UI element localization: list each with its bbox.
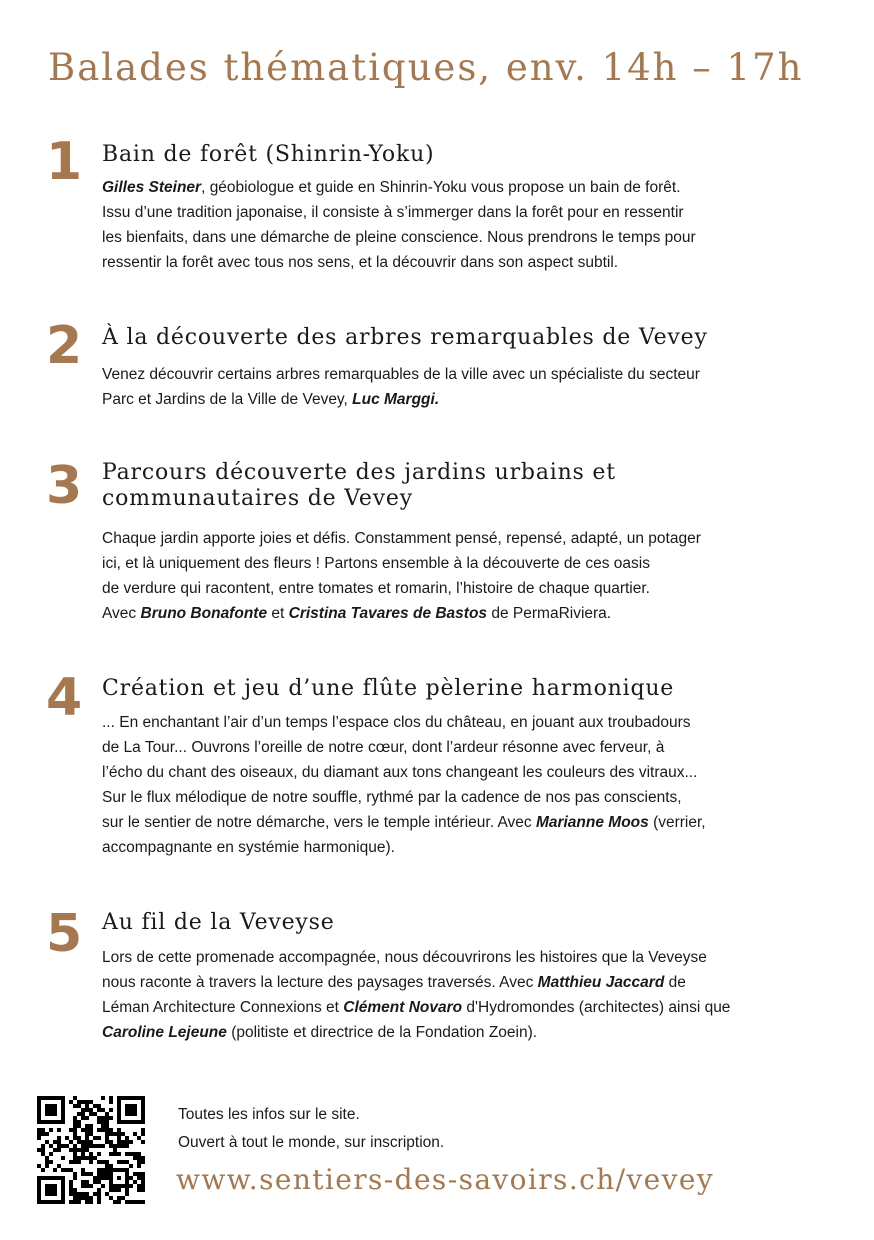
person-name: Clément Novaro [343,999,463,1016]
item-description [102,175,832,275]
person-name: Caroline Lejeune [102,1024,227,1041]
description-line: l’écho du chant des oiseaux, du diamant aux tons changeant les couleurs des vitraux... [102,764,698,781]
item-heading [102,460,616,512]
description-line: de verdure qui racontent, entre tomates et romarin, l’histoire de chaque quartier. [102,580,650,597]
item-number: 1 [46,132,83,192]
item-heading-line: Création et jeu d’une flûte pèlerine harmonique [102,676,675,701]
item-description [102,945,832,1045]
person-name: Luc Marggi. [352,391,440,408]
item-number: 3 [46,456,83,516]
person-name: Matthieu Jaccard [537,974,665,991]
item-heading-line: Bain de forêt (Shinrin-Yoku) [102,142,435,167]
qr-code-icon[interactable] [37,1096,145,1204]
item-description [102,526,832,626]
item-number: 2 [46,316,83,376]
item-heading [102,676,674,702]
person-name: Cristina Tavares de Bastos [288,605,488,622]
item-description [102,362,832,412]
page-title: Balades thématiques, env. 14h – 17h [48,46,804,89]
description-line: Chaque jardin apporte joies et défis. Constamment pensé, repensé, adapté, un potager [102,530,701,547]
item-heading-line: À la découverte des arbres remarquables de Vevey [102,325,708,350]
description-line: Sur le flux mélodique de notre souffle, rythmé par la cadence de nos pas conscients, [102,789,682,806]
website-link[interactable]: www.sentiers-des-savoirs.ch/vevey [176,1163,715,1196]
description-line: nous raconte à travers la lecture des paysages traversés. Avec Matthieu Jaccard de [102,974,686,991]
person-name: Marianne Moos [535,814,649,831]
description-line: sur le sentier de notre démarche, vers le temple intérieur. Avec Marianne Moos (verrier, [102,814,706,831]
item-heading-line: Parcours découverte des jardins urbains et [102,460,616,485]
item-description [102,710,832,860]
footer-info-line: Toutes les infos sur le site. [178,1106,360,1123]
description-line: Lors de cette promenade accompagnée, nous découvrirons les histoires que la Veveyse [102,949,707,966]
description-line: Parc et Jardins de la Ville de Vevey, Luc Marggi. [102,391,440,408]
description-line: Caroline Lejeune (politiste et directrice de la Fondation Zoein). [102,1024,538,1041]
item-heading-line: Au fil de la Veveyse [102,910,335,935]
footer-info-line: Ouvert à tout le monde, sur inscription. [178,1134,445,1151]
description-line: les bienfaits, dans une démarche de pleine conscience. Nous prendrons le temps pour [102,229,696,246]
description-line: Léman Architecture Connexions et Clément Novaro d'Hydromondes (architectes) ainsi que [102,999,731,1016]
description-line: accompagnante en systémie harmonique). [102,839,395,856]
item-heading [102,142,434,168]
item-heading [102,325,708,351]
description-line: ... En enchantant l’air d’un temps l’espace clos du château, en jouant aux troubadours [102,714,691,731]
item-heading-line: communautaires de Vevey [102,486,413,511]
description-line: Venez découvrir certains arbres remarquables de la ville avec un spécialiste du secteur [102,366,700,383]
person-name: Gilles Steiner [102,179,202,196]
footer-info [178,1101,444,1157]
description-line: de La Tour... Ouvrons l’oreille de notre cœur, dont l’ardeur résonne avec ferveur, à [102,739,665,756]
description-line: ressentir la forêt avec tous nos sens, et la découvrir dans son aspect subtil. [102,254,619,271]
item-heading [102,910,335,936]
description-line: Avec Bruno Bonafonte et Cristina Tavares de Bastos de PermaRiviera. [102,605,612,622]
item-number: 5 [46,904,83,964]
person-name: Bruno Bonafonte [140,605,268,622]
description-line: ici, et là uniquement des fleurs ! Partons ensemble à la découverte de ces oasis [102,555,650,572]
item-number: 4 [46,668,83,728]
description-line: Issu d’une tradition japonaise, il consiste à s’immerger dans la forêt pour en ressentir [102,204,684,221]
description-line: Gilles Steiner, géobiologue et guide en Shinrin-Yoku vous propose un bain de forêt. [102,179,681,196]
